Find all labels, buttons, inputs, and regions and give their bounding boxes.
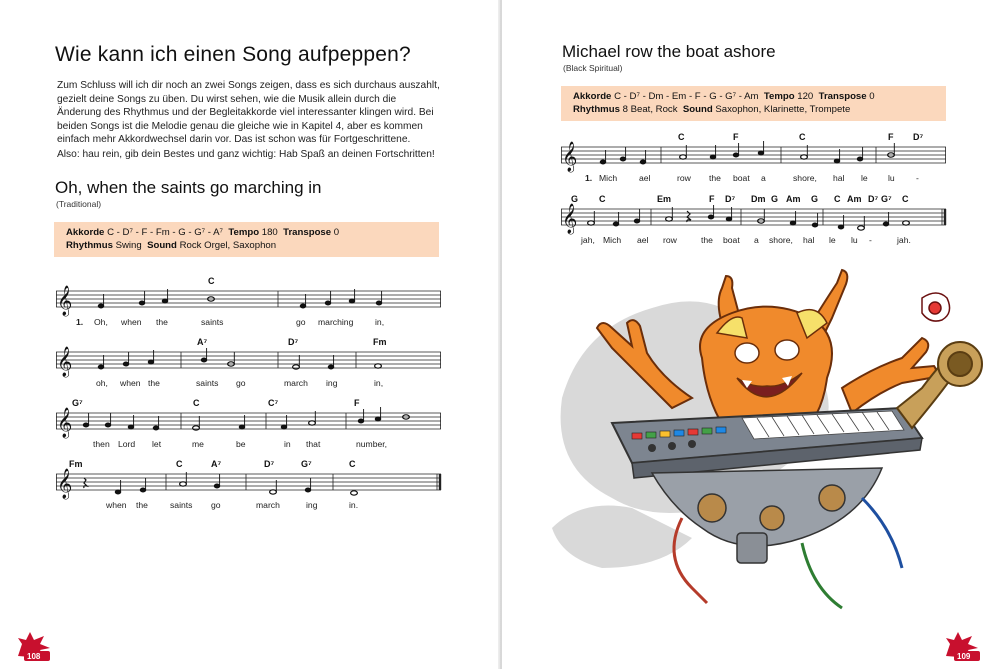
chord-label: Fm [69, 459, 83, 469]
lyric-word: me [192, 439, 204, 449]
chord-label: Dm [751, 194, 766, 204]
lyric-word: ing [306, 500, 318, 510]
lyric-word: be [236, 439, 246, 449]
lyric-word: the [709, 173, 721, 183]
staff-saints-2 [56, 336, 442, 396]
treble-clef-icon: 𝄞 [57, 347, 73, 377]
quarter-rest-icon [84, 478, 87, 488]
lyric-word: when [121, 317, 142, 327]
chord-label: C [799, 132, 806, 142]
staff-lines [56, 291, 441, 307]
chord-label: D⁷ [725, 194, 736, 204]
lyric-word: Mich [599, 173, 618, 183]
akkorde-label: Akkorde [573, 91, 612, 102]
lyric-word: saints [170, 500, 193, 510]
lyrics-line [580, 235, 911, 245]
chord-label: G [571, 194, 579, 204]
chord-label: C [176, 459, 183, 469]
lyrics-line [93, 439, 387, 449]
chord-label: D⁷ [264, 459, 275, 469]
lyric-word: the [701, 235, 713, 245]
transpose-value: 0 [333, 227, 340, 238]
keyboard-monster-illustration [542, 268, 1000, 638]
sound-value: Saxophon, Klarinette, Trompete [715, 103, 851, 115]
lyric-word: oh, [96, 378, 108, 388]
staff-lines [561, 147, 946, 163]
akkorde-label: Akkorde [66, 227, 105, 238]
transpose-label: Transpose [818, 91, 867, 102]
staff-michael-1 [561, 131, 947, 191]
chord-label: F [354, 398, 360, 408]
chord-label: C [208, 276, 215, 286]
info-box-michael [561, 86, 946, 121]
chord-label: G⁷ [301, 459, 312, 469]
staff-michael-2 [561, 193, 947, 253]
akkorde-value: C - D⁷ - F - Fm - G - G⁷ - A⁷ [107, 227, 223, 238]
rhythmus-value: Swing [115, 239, 142, 251]
lyric-word: the [148, 378, 160, 388]
right-page [502, 0, 1000, 669]
sound-value: Rock Orgel, Saxophon [179, 239, 277, 251]
staff-saints-3 [56, 397, 442, 457]
lyric-word: when [120, 378, 141, 388]
sound-label: Sound [147, 239, 177, 251]
transpose-label: Transpose [283, 227, 332, 238]
lyric-word: boat [733, 173, 750, 183]
staff-lines [56, 413, 441, 429]
lyric-word: saints [201, 317, 224, 327]
chord-label: Fm [373, 337, 387, 347]
rhythmus-value: 8 Beat, Rock [622, 103, 678, 115]
info-box-saints [54, 222, 439, 257]
chord-label: C [349, 459, 356, 469]
lyric-word: ing [326, 378, 338, 388]
left-page [0, 0, 498, 669]
tempo-value: 120 [797, 91, 814, 102]
lyric-word: shore, [769, 235, 793, 245]
lyric-word: lu [888, 173, 895, 183]
rhythmus-label: Rhythmus [573, 103, 620, 115]
small-red-creature-icon [922, 293, 950, 321]
chord-label: D⁷ [288, 337, 299, 347]
lyric-word: then [93, 439, 110, 449]
lyric-word: row [677, 173, 691, 183]
verse-number: 1. [585, 173, 593, 183]
lyric-word: go [211, 500, 221, 510]
chord-label: G [811, 194, 819, 204]
notes [600, 141, 894, 164]
chord-label: G⁷ [72, 398, 83, 408]
lyric-word: let [152, 439, 162, 449]
chord-label: Am [786, 194, 801, 204]
tempo-label: Tempo [763, 91, 795, 102]
chord-label: C [834, 194, 841, 204]
lyric-word: a [754, 235, 759, 245]
treble-clef-icon: 𝄞 [57, 408, 73, 438]
chord-label: D⁷ [913, 132, 924, 142]
lyrics-line [105, 500, 358, 510]
chord-label: Am [847, 194, 862, 204]
treble-clef-icon: 𝄞 [57, 469, 73, 499]
tempo-value: 180 [261, 227, 278, 238]
lyric-word: when [106, 500, 127, 510]
notes [84, 472, 358, 495]
chord-label: A⁷ [197, 337, 208, 347]
lyric-word: hal [833, 173, 845, 183]
lyric-word: boat [723, 235, 740, 245]
lyric-word: number, [356, 439, 388, 449]
intro-paragraph: Zum Schluss will ich dir noch an zwei Songs zeigen, dass es sich durchaus auszahlt, gezielt deine Songs zu üben. Du wirst sehen, wie die Musik allein durch die Änderung des Rhythmus und der Begleitakkorde viel interessanter klingen wird. Bei beiden Songs ist die Melodie genau die gleiche wie in Kapitel 4, aber es kommen einfach mehr Akkordwechsel darin vor. Das ist schon was für Fortgeschrittene. [57, 80, 440, 146]
intro-paragraph-2: Also: hau rein, gib dein Bestes und ganz wichtig: Hab Spaß an deinen Fortschritten! [57, 149, 435, 160]
page-logo-left [14, 626, 60, 662]
lyric-word: ael [639, 173, 651, 183]
lyric-word: - [869, 235, 872, 245]
lyric-word: jah. [897, 235, 911, 245]
lyric-word: ael [637, 235, 649, 245]
page-number-left: 108 [27, 652, 41, 661]
staff-saints-1 [56, 275, 442, 335]
lyric-word: in, [374, 378, 384, 388]
page-number-right: 109 [957, 652, 971, 661]
lyric-word: the [156, 317, 168, 327]
chord-label: F [888, 132, 894, 142]
lyric-word: march [256, 500, 280, 510]
chord-label: Em [657, 194, 672, 204]
lyric-word: the [136, 500, 148, 510]
tempo-label: Tempo [228, 227, 260, 238]
lyric-word: le [861, 173, 868, 183]
lyric-word: Mich [603, 235, 622, 245]
chord-label: G [771, 194, 779, 204]
page-logo-right [942, 626, 988, 662]
lyric-word: in, [375, 317, 385, 327]
notes [98, 348, 381, 369]
song-title-saints: Oh, when the saints go marching in [55, 178, 322, 197]
song-subtitle-saints: (Traditional) [56, 199, 102, 209]
notes [83, 407, 409, 430]
lyric-word: go [236, 378, 246, 388]
lyrics-line [76, 317, 384, 327]
treble-clef-icon: 𝄞 [562, 142, 578, 172]
transpose-value: 0 [869, 91, 875, 102]
chord-label: C [678, 132, 685, 142]
lyrics-line [96, 378, 383, 388]
chord-label: C⁷ [268, 398, 279, 408]
chord-label: F [709, 194, 715, 204]
lyrics-line [585, 173, 919, 183]
chord-label: C [902, 194, 909, 204]
treble-clef-icon: 𝄞 [562, 204, 578, 234]
lyric-word: le [829, 235, 836, 245]
lyric-word: in. [349, 500, 359, 510]
chord-label: C [599, 194, 606, 204]
song-title-michael: Michael row the boat ashore [562, 42, 776, 61]
treble-clef-icon: 𝄞 [57, 286, 73, 316]
lyric-word: saints [196, 378, 219, 388]
lyric-word: hal [803, 235, 815, 245]
lyric-word: Lord [118, 439, 136, 449]
chord-label: C [193, 398, 200, 408]
chord-label: D⁷ [868, 194, 879, 204]
lyric-word: marching [318, 317, 354, 327]
lyric-word: march [284, 378, 308, 388]
sound-label: Sound [682, 103, 713, 115]
song-subtitle-michael: (Black Spiritual) [563, 63, 623, 73]
staff-lines [56, 474, 441, 490]
staff-lines [56, 352, 441, 368]
lyric-word: - [916, 173, 919, 183]
lyric-word: in [284, 439, 291, 449]
lyric-word: shore, [793, 173, 817, 183]
chord-label: F [733, 132, 739, 142]
lyric-word: row [663, 235, 677, 245]
chord-label: G⁷ [881, 194, 892, 204]
lyric-word: lu [851, 235, 858, 245]
lyric-word: go [296, 317, 306, 327]
page-heading: Wie kann ich einen Song aufpeppen? [55, 43, 411, 66]
chord-label: A⁷ [211, 459, 222, 469]
rhythmus-label: Rhythmus [66, 239, 113, 251]
lyric-word: jah, [581, 235, 595, 245]
akkorde-value: C - D⁷ - Dm - Em - F - G - G⁷ - Am [614, 91, 759, 102]
lyric-word: that [306, 439, 321, 449]
lyric-word: a [761, 173, 766, 183]
verse-number: 1. [76, 317, 84, 327]
staff-saints-4 [56, 458, 442, 518]
notes [98, 289, 382, 308]
lyric-word: Oh, [94, 317, 108, 327]
